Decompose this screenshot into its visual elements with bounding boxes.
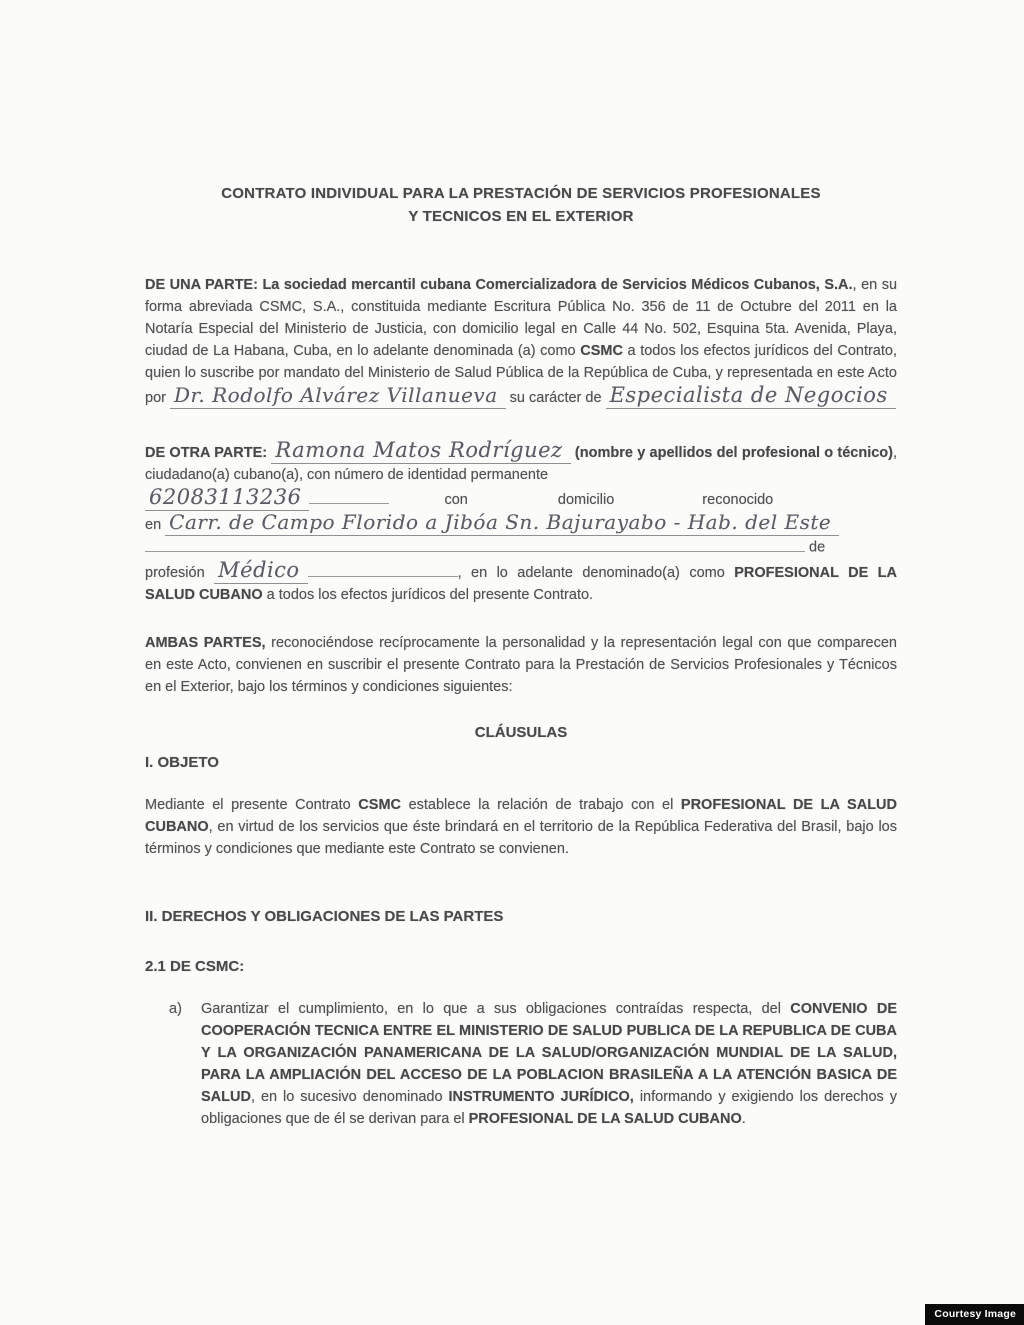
- party-two-paragraph: DE OTRA PARTE: Ramona Matos Rodríguez (nombre y apellidos del profesional o técnico), ciudadano(a) cubano(a), con número de identidad permanente 62083113236 con domicilio reconocido en Carr. de Campo Florido a Jibóa Sn. Bajurayabo - Hab. del Este de profesión Médico , en lo adelante denominado(a) como PROFESIONAL DE LA SALUD CUBANO a todos los efectos jurídicos del presente Contrato.: [145, 438, 898, 603]
- clause-item-a: [169, 998, 897, 1130]
- courtesy-image-badge: Courtesy Image: [925, 1304, 1024, 1325]
- document-title: [145, 182, 897, 228]
- clause-item-a-text: Garantizar el cumplimiento, en lo que a sus obligaciones contraídas respecta, del CONVENIO DE COOPERACIÓN TECNICA ENTRE EL MINISTERIO DE SALUD PUBLICA DE LA REPUBLICA DE CUBA Y LA ORGANIZACIÓN PANAMERICANA DE LA SALUD/ORGANIZACIÓN MUNDIAL DE LA SALUD, PARA LA AMPLIACIÓN DEL ACCESO DE LA POBLACION BRASILEÑA A LA ATENCIÓN BASICA DE SALUD, en lo sucesivo denominado INSTRUMENTO JURÍDICO, informando y exigiendo los derechos y obligaciones que de él se derivan para el PROFESIONAL DE LA SALUD CUBANO.: [201, 1000, 897, 1127]
- party-one-paragraph: DE UNA PARTE: La sociedad mercantil cubana Comercializadora de Servicios Médicos Cubanos, S.A., en su forma abreviada CSMC, S.A., constituida mediante Escritura Pública No. 356 de 11 de Octubre del 2011 en la Notaría Especial del Ministerio de Justicia, con domicilio legal en Calle 44 No. 502, Esquina 5ta. Avenida, Playa, ciudad de La Habana, Cuba, en lo adelante denominada (a) como CSMC a todos los efectos jurídicos del Contrato, quien lo suscribe por mandato del Ministerio de Salud Pública de la República de Cuba, y representada en este Acto por Dr. Rodolfo Alvárez Villanueva su carácter de Especialista de Negocios: [145, 277, 898, 407]
- section2-heading: II. DERECHOS Y OBLIGACIONES DE LAS PARTES: [145, 907, 504, 925]
- objeto-paragraph: Mediante el presente Contrato CSMC establece la relación de trabajo con el PROFESIONAL DE LA SALUD CUBANO, en virtud de los servicios que éste brindará en el territorio de la República Federativa del Brasil, bajo los términos y condiciones que mediante este Contrato se convienen.: [145, 796, 897, 857]
- document-title-line2: Y TECNICOS EN EL EXTERIOR: [408, 208, 634, 225]
- clausulas-heading: CLÁUSULAS: [474, 723, 568, 741]
- section21-heading: 2.1 DE CSMC:: [145, 957, 245, 975]
- objeto-heading: I. OBJETO: [145, 753, 219, 771]
- clause-item-a-marker: a): [169, 1000, 182, 1017]
- document-title-line1: CONTRATO INDIVIDUAL PARA LA PRESTACIÓN DE SERVICIOS PROFESIONALES: [221, 185, 821, 202]
- ambas-partes-paragraph: AMBAS PARTES, reconociéndose recíprocamente la personalidad y la representación legal con que comparecen en este Acto, convienen en suscribir el presente Contrato para la Prestación de Servicios Profesionales y Técnicos en el Exterior, bajo los términos y condiciones siguientes:: [145, 634, 897, 695]
- document-content: [145, 0, 897, 1130]
